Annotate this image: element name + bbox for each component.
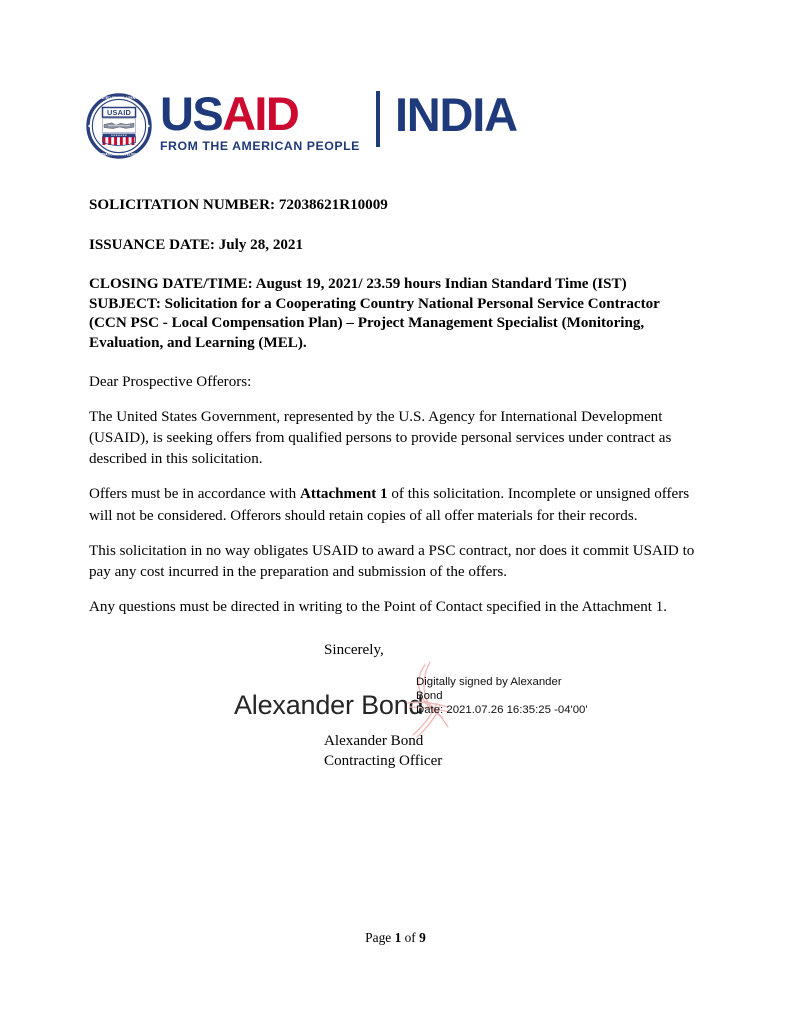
spacer xyxy=(89,255,707,275)
usaid-wordmark xyxy=(160,88,517,164)
paragraph-1: The United States Government, represented by the U.S. Agency for International Development (USAID), is seeking offers from qualified persons to provide personal services under contract as described in this solicitation. xyxy=(89,408,672,468)
digital-signature-metadata xyxy=(416,676,588,718)
signer-details xyxy=(324,732,724,771)
usaid-wordmark-text xyxy=(160,88,360,153)
footer-page-prefix: Page xyxy=(365,930,395,945)
signature-script-text: Alexander Bond xyxy=(234,690,424,720)
signer-name: Alexander Bond xyxy=(324,733,424,749)
signer-title: Contracting Officer xyxy=(324,752,443,769)
digital-signature-row xyxy=(234,664,724,726)
usaid-word xyxy=(160,87,360,140)
spacer xyxy=(89,470,707,484)
spacer xyxy=(89,354,707,372)
svg-text:USAID: USAID xyxy=(107,107,131,117)
footer-page-middle: of xyxy=(401,930,420,945)
paragraph-2 xyxy=(89,484,707,526)
closing-salutation: Sincerely, xyxy=(324,642,384,658)
country-name: INDIA xyxy=(394,88,517,141)
usaid-word-aid: AID xyxy=(222,87,299,140)
usaid-word-us: US xyxy=(160,87,223,140)
svg-text:UNITED STATES AGENCY: UNITED STATES AGENCY xyxy=(98,96,140,101)
spacer xyxy=(89,583,707,597)
wordmark-divider xyxy=(376,91,380,147)
subject-line-2: (CCN PSC - Local Compensation Plan) – Project Management Specialist (Monitoring, xyxy=(89,315,645,332)
solicitation-number-line: SOLICITATION NUMBER: 72038621R10009 xyxy=(89,197,388,213)
closing-date-line: CLOSING DATE/TIME: August 19, 2021/ 23.59 hours Indian Standard Time (IST) xyxy=(89,276,627,293)
salutation: Dear Prospective Offerors: xyxy=(89,373,252,390)
svg-text:★★★★★★★: ★★★★★★★ xyxy=(110,134,128,138)
subject-line-1: SUBJECT: Solicitation for a Cooperating Country National Personal Service Contractor xyxy=(89,295,660,312)
document-body xyxy=(89,196,707,618)
subject-line-3: Evaluation, and Learning (MEL). xyxy=(89,334,307,351)
paragraph-2-text-before: Offers must be in accordance with xyxy=(89,486,300,503)
signature-block xyxy=(234,640,724,771)
usaid-tagline: FROM THE AMERICAN PEOPLE xyxy=(160,139,360,153)
digital-signature-date: Date: 2021.07.26 16:35:25 -04'00' xyxy=(416,704,588,717)
issuance-date-line: ISSUANCE DATE: July 28, 2021 xyxy=(89,236,304,253)
paragraph-4: Any questions must be directed in writing to the Point of Contact specified in the Attachment 1. xyxy=(89,599,668,616)
paragraph-3: This solicitation in no way obligates USAID to award a PSC contract, nor does it commit USAID to pay any cost incurred in the preparation and submission of the offers. xyxy=(89,542,695,580)
attachment-reference: Attachment 1 xyxy=(299,486,388,503)
spacer xyxy=(89,527,707,541)
paragraph-2-text-after: of this solicitation. Incomplete or unsigned offers will not be considered. Offerors should retain copies of all offer materials for their records. xyxy=(89,486,690,524)
spacer xyxy=(89,393,707,407)
digitally-signed-line-1: Digitally signed by Alexander xyxy=(416,676,562,688)
usaid-india-letterhead xyxy=(86,88,517,164)
footer-page-number: 1 xyxy=(394,930,402,945)
svg-text:INTERNATIONAL DEVELOPMENT: INTERNATIONAL DEVELOPMENT xyxy=(93,152,145,157)
spacer xyxy=(89,216,707,236)
digitally-signed-line-2: Bond xyxy=(416,689,443,702)
usaid-seal-icon xyxy=(86,93,152,159)
page-footer xyxy=(0,930,791,946)
footer-page-total: 9 xyxy=(419,930,426,945)
